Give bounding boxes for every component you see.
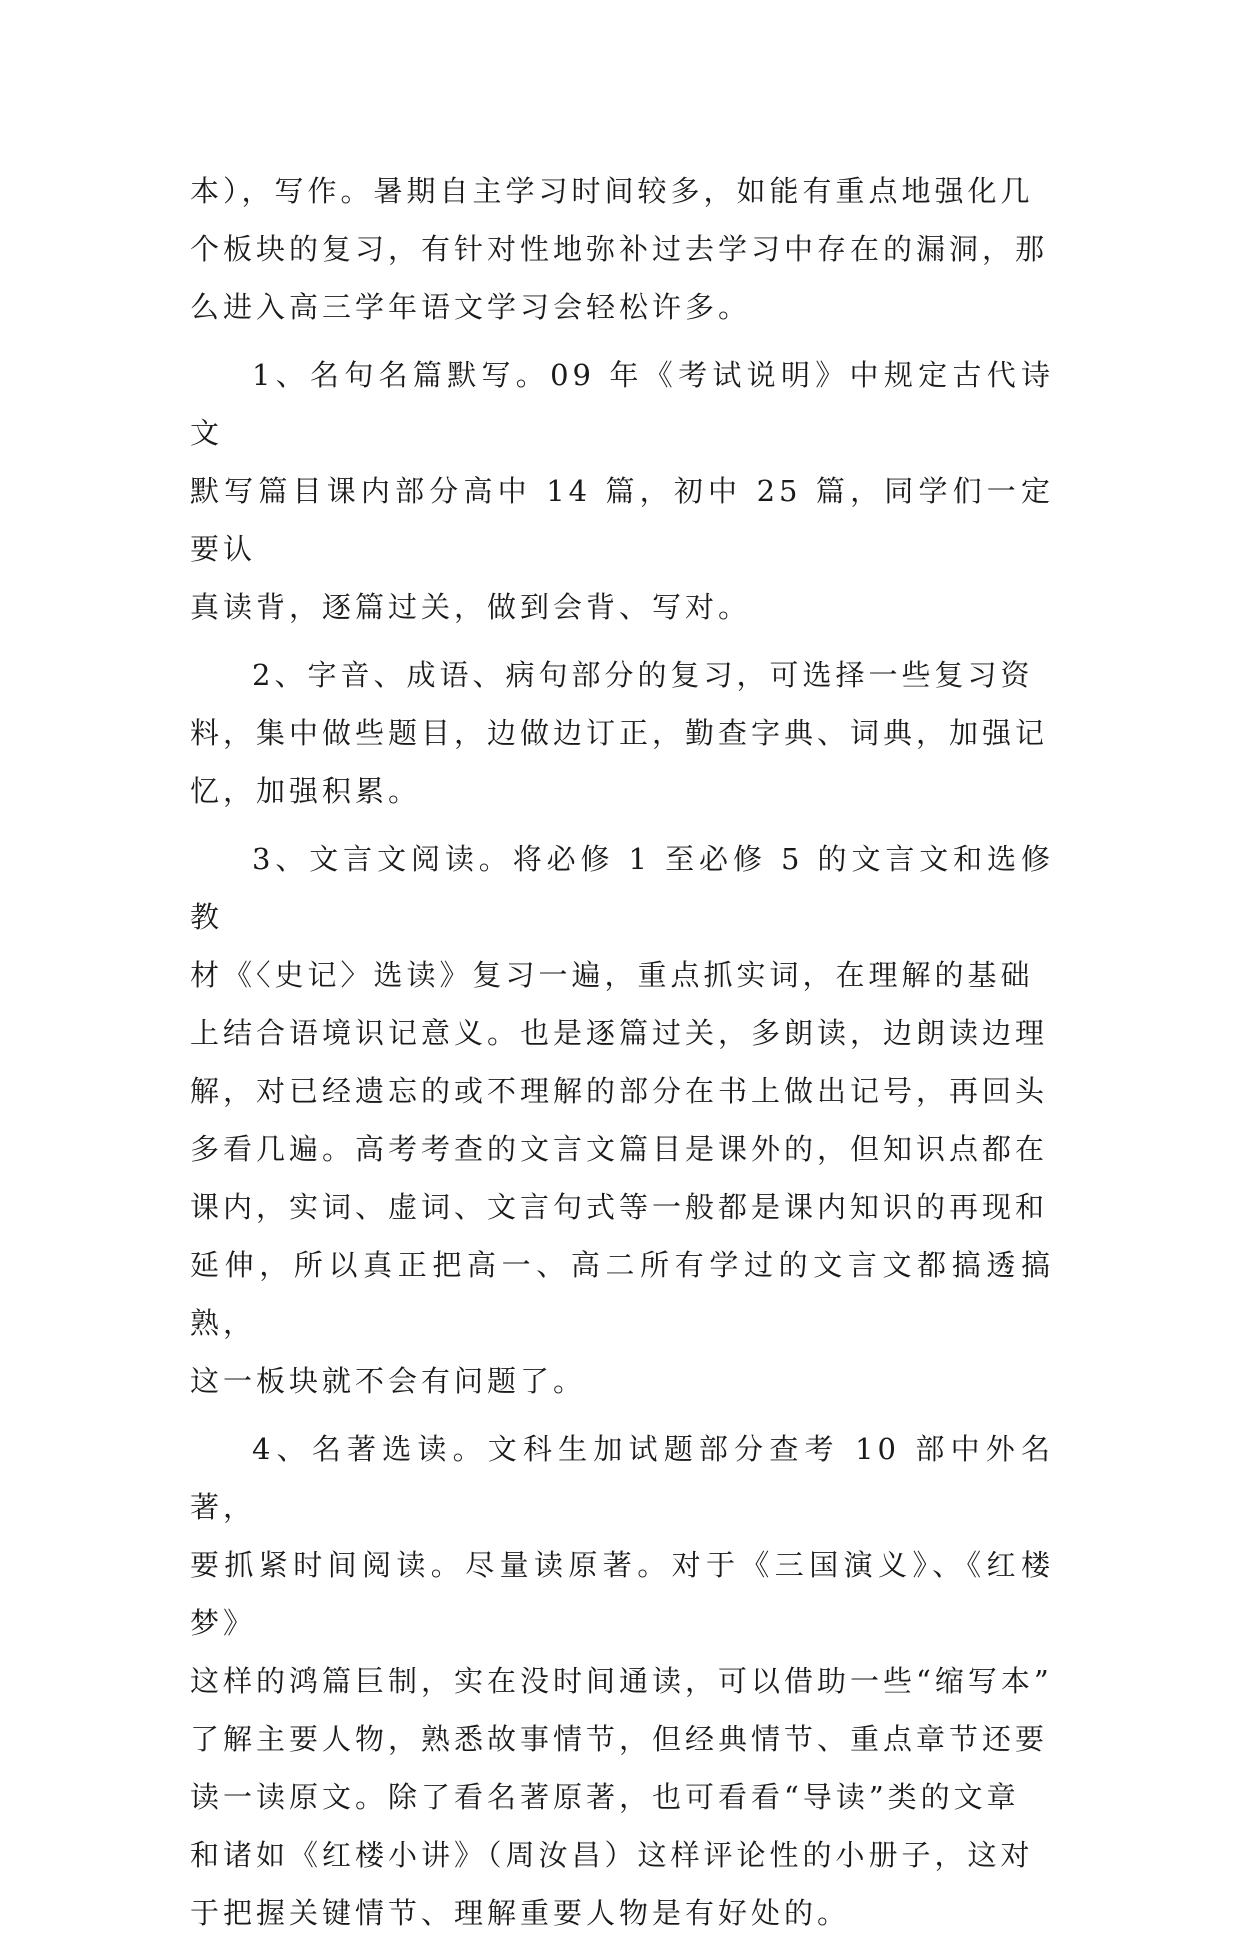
paragraph-intro: 本），写作。暑期自主学习时间较多，如能有重点地强化几 个板块的复习，有针对性地弥补过去学习中存在的漏洞，那 么进入高三学年语文学习会轻松许多。 xyxy=(190,174,1049,324)
body-text xyxy=(190,162,1054,1952)
paragraph-item-4: 4、名著选读。文科生加试题部分查考 10 部中外名著， 要抓紧时间阅读。尽量读原著。对于《三国演义》、《红楼梦》 这样的鸿篇巨制，实在没时间通读，可以借助一些“缩写本” 了解主要人物，熟悉故事情节，但经典情节、重点章节还要 读一读原文。除了看名著原著，也可看看“导读”类的文章 和诸如《红楼小讲》（周汝昌）这样评论性的小册子，这对 于把握关键情节、理解重要人物是有好处的。 xyxy=(190,1432,1054,1930)
paragraph-item-2: 2、字音、成语、病句部分的复习，可选择一些复习资 料，集中做些题目，边做边订正，勤查字典、词典，加强记 忆，加强积累。 xyxy=(190,658,1049,808)
paragraph-item-3: 3、文言文阅读。将必修 1 至必修 5 的文言文和选修教 材《〈史记〉选读》复习一遍，重点抓实词，在理解的基础 上结合语境识记意义。也是逐篇过关，多朗读，边朗读边理 解，对已经遗忘的或不理解的部分在书上做出记号，再回头 多看几遍。高考考查的文言文篇目是课外的，但知识点都在 课内，实词、虚词、文言句式等一般都是课内知识的再现和 延伸，所以真正把高一、高二所有学过的文言文都搞透搞熟， 这一板块就不会有问题了。 xyxy=(190,842,1054,1398)
paragraph-item-1: 1、名句名篇默写。09 年《考试说明》中规定古代诗文 默写篇目课内部分高中 14 篇，初中 25 篇，同学们一定要认 真读背，逐篇过关，做到会背、写对。 xyxy=(190,358,1054,624)
